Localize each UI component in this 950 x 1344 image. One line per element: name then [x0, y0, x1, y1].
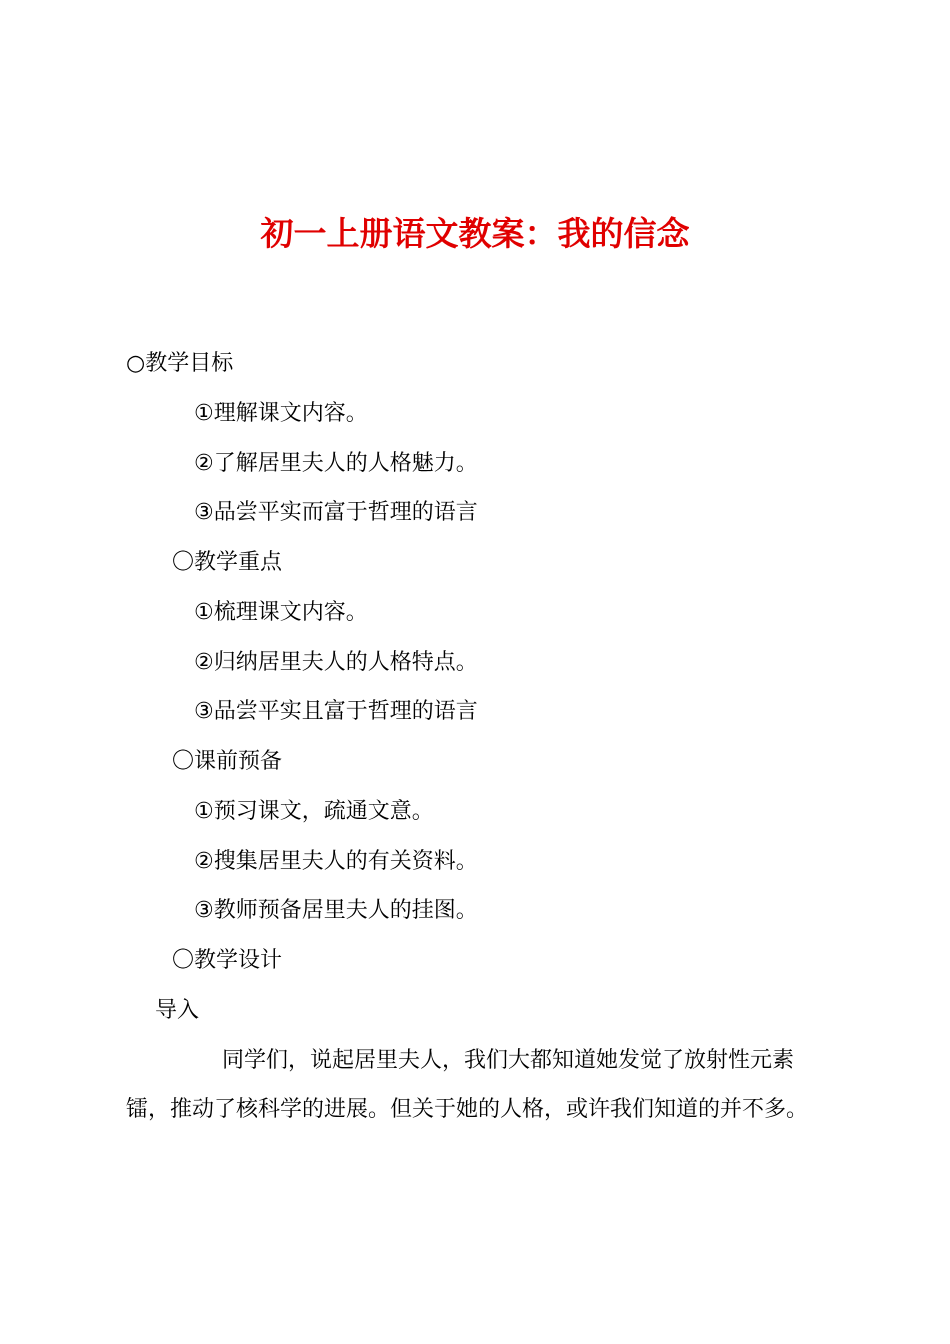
list-item: ②了解居里夫人的人格魅力。	[194, 451, 478, 476]
list-item: ③品尝平实而富于哲理的语言	[194, 500, 478, 525]
section-heading-key-points: 〇教学重点	[172, 550, 283, 575]
intro-paragraph-line: 镭，推动了核科学的进展。但关于她的人格，或许我们知道的并不多。	[126, 1097, 809, 1122]
list-item: ①理解课文内容。	[194, 401, 368, 426]
intro-heading: 导入	[155, 998, 200, 1023]
intro-paragraph-line: 同学们，说起居里夫人，我们大都知道她发觉了放射性元素	[222, 1048, 795, 1073]
section-heading-preparation: 〇课前预备	[172, 749, 283, 774]
list-item: ②归纳居里夫人的人格特点。	[194, 650, 478, 675]
list-item: ③教师预备居里夫人的挂图。	[194, 898, 478, 923]
list-item: ③品尝平实且富于哲理的语言	[194, 699, 478, 724]
list-item: ①预习课文，疏通文意。	[194, 799, 434, 824]
list-item: ①梳理课文内容。	[194, 600, 368, 625]
section-heading-teaching-design: 〇教学设计	[172, 948, 283, 973]
document-title: 初一上册语文教案：我的信念	[260, 214, 690, 253]
section-heading-teaching-goals: ○教学目标	[126, 351, 234, 376]
list-item: ②搜集居里夫人的有关资料。	[194, 849, 478, 874]
